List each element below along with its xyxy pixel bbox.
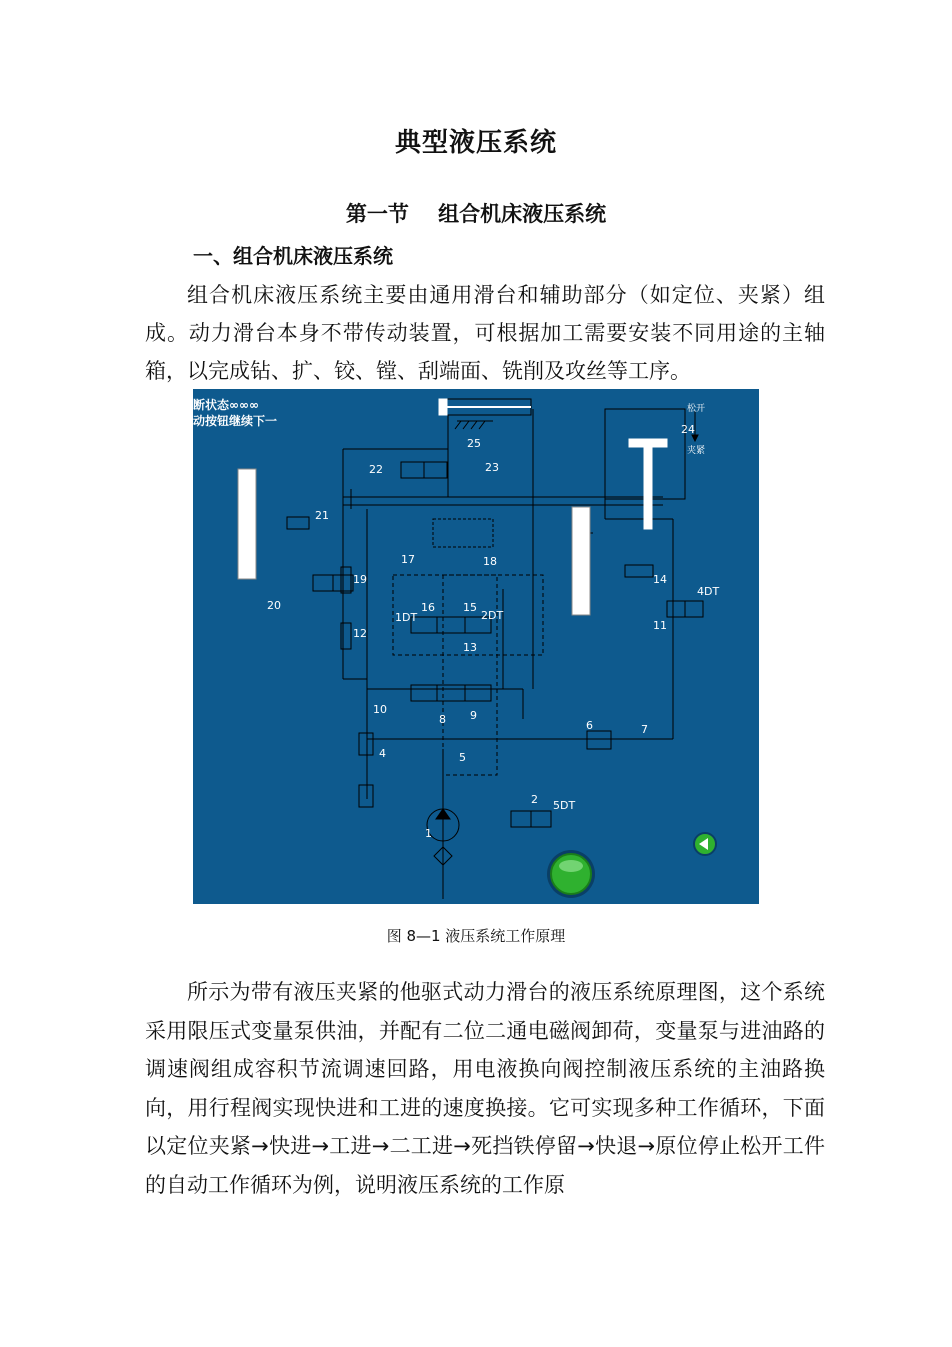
label-24: 24 [681,423,695,436]
label-clamp: 夹紧 [687,446,706,456]
subheading: 一、组合机床液压系统 [193,244,393,268]
label-23: 23 [485,461,499,474]
label-loosen: 松开 [687,404,706,414]
label-25: 25 [467,437,481,450]
section-heading: 第一节 组合机床液压系统 [345,202,607,226]
label-20: 20 [267,599,281,612]
label-18: 18 [483,555,497,568]
label-6: 6 [586,719,593,732]
label-1dt: 1DT [395,611,418,624]
label-4: 4 [379,747,386,760]
slide-cylinder-25 [439,399,531,429]
label-14: 14 [653,573,667,586]
label-9: 9 [470,709,477,722]
label-21: 21 [315,509,329,522]
label-17: 17 [401,553,415,566]
paragraph-description [145,973,825,1204]
label-22: 22 [369,463,383,476]
label-2dt: 2DT [481,609,504,622]
label-4dt: 4DT [697,585,720,598]
label-8: 8 [439,713,446,726]
label-19: 19 [353,573,367,586]
label-5dt: 5DT [553,799,576,812]
paragraph-intro [145,276,825,390]
back-arrow-icon[interactable] [694,833,716,855]
figure-caption: 图 8—1 液压系统工作原理 [386,927,566,945]
label-2: 2 [531,793,538,806]
label-10: 10 [373,703,387,716]
clamp-cylinder-24 [605,402,705,529]
label-7: 7 [641,723,648,736]
label-1: 1 [425,827,432,840]
label-12: 12 [353,627,367,640]
label-13: 13 [463,641,477,654]
hydraulic-diagram [193,389,759,904]
label-15: 15 [463,601,477,614]
label-11: 11 [653,619,667,632]
paragraph-description-text: 所示为带有液压夹紧的他驱式动力滑台的液压系统原理图，这个系统采用限压式变量泵供油，并配有二位二通电磁阀卸荷，变量泵与进油路的调速阀组成容积节流调速回路，用电液换向阀控制液压系统的主油路换向，用行程阀实现快进和工进的速度换接。它可实现多种工作循环，下面以定位夹紧→快进→工进→二工进→死挡铁停留→快退→原位停止松开工件的自动工作循环为例，说明液压系统的工作原 [145,980,825,1197]
page-title: 典型液压系统 [394,128,557,158]
label-16: 16 [421,601,435,614]
label-5: 5 [459,751,466,764]
status-line-1: 断状态∞∞∞ [193,398,259,412]
status-line-2: 动按钮继续下一 [193,414,278,428]
paragraph-intro-text: 组合机床液压系统主要由通用滑台和辅助部分（如定位、夹紧）组成。动力滑台本身不带传动装置，可根据加工需要安装不同用途的主轴箱，以完成钻、扩、铰、镗、刮端面、铣削及攻丝等工序。 [145,283,825,383]
start-button-icon[interactable] [547,850,595,898]
